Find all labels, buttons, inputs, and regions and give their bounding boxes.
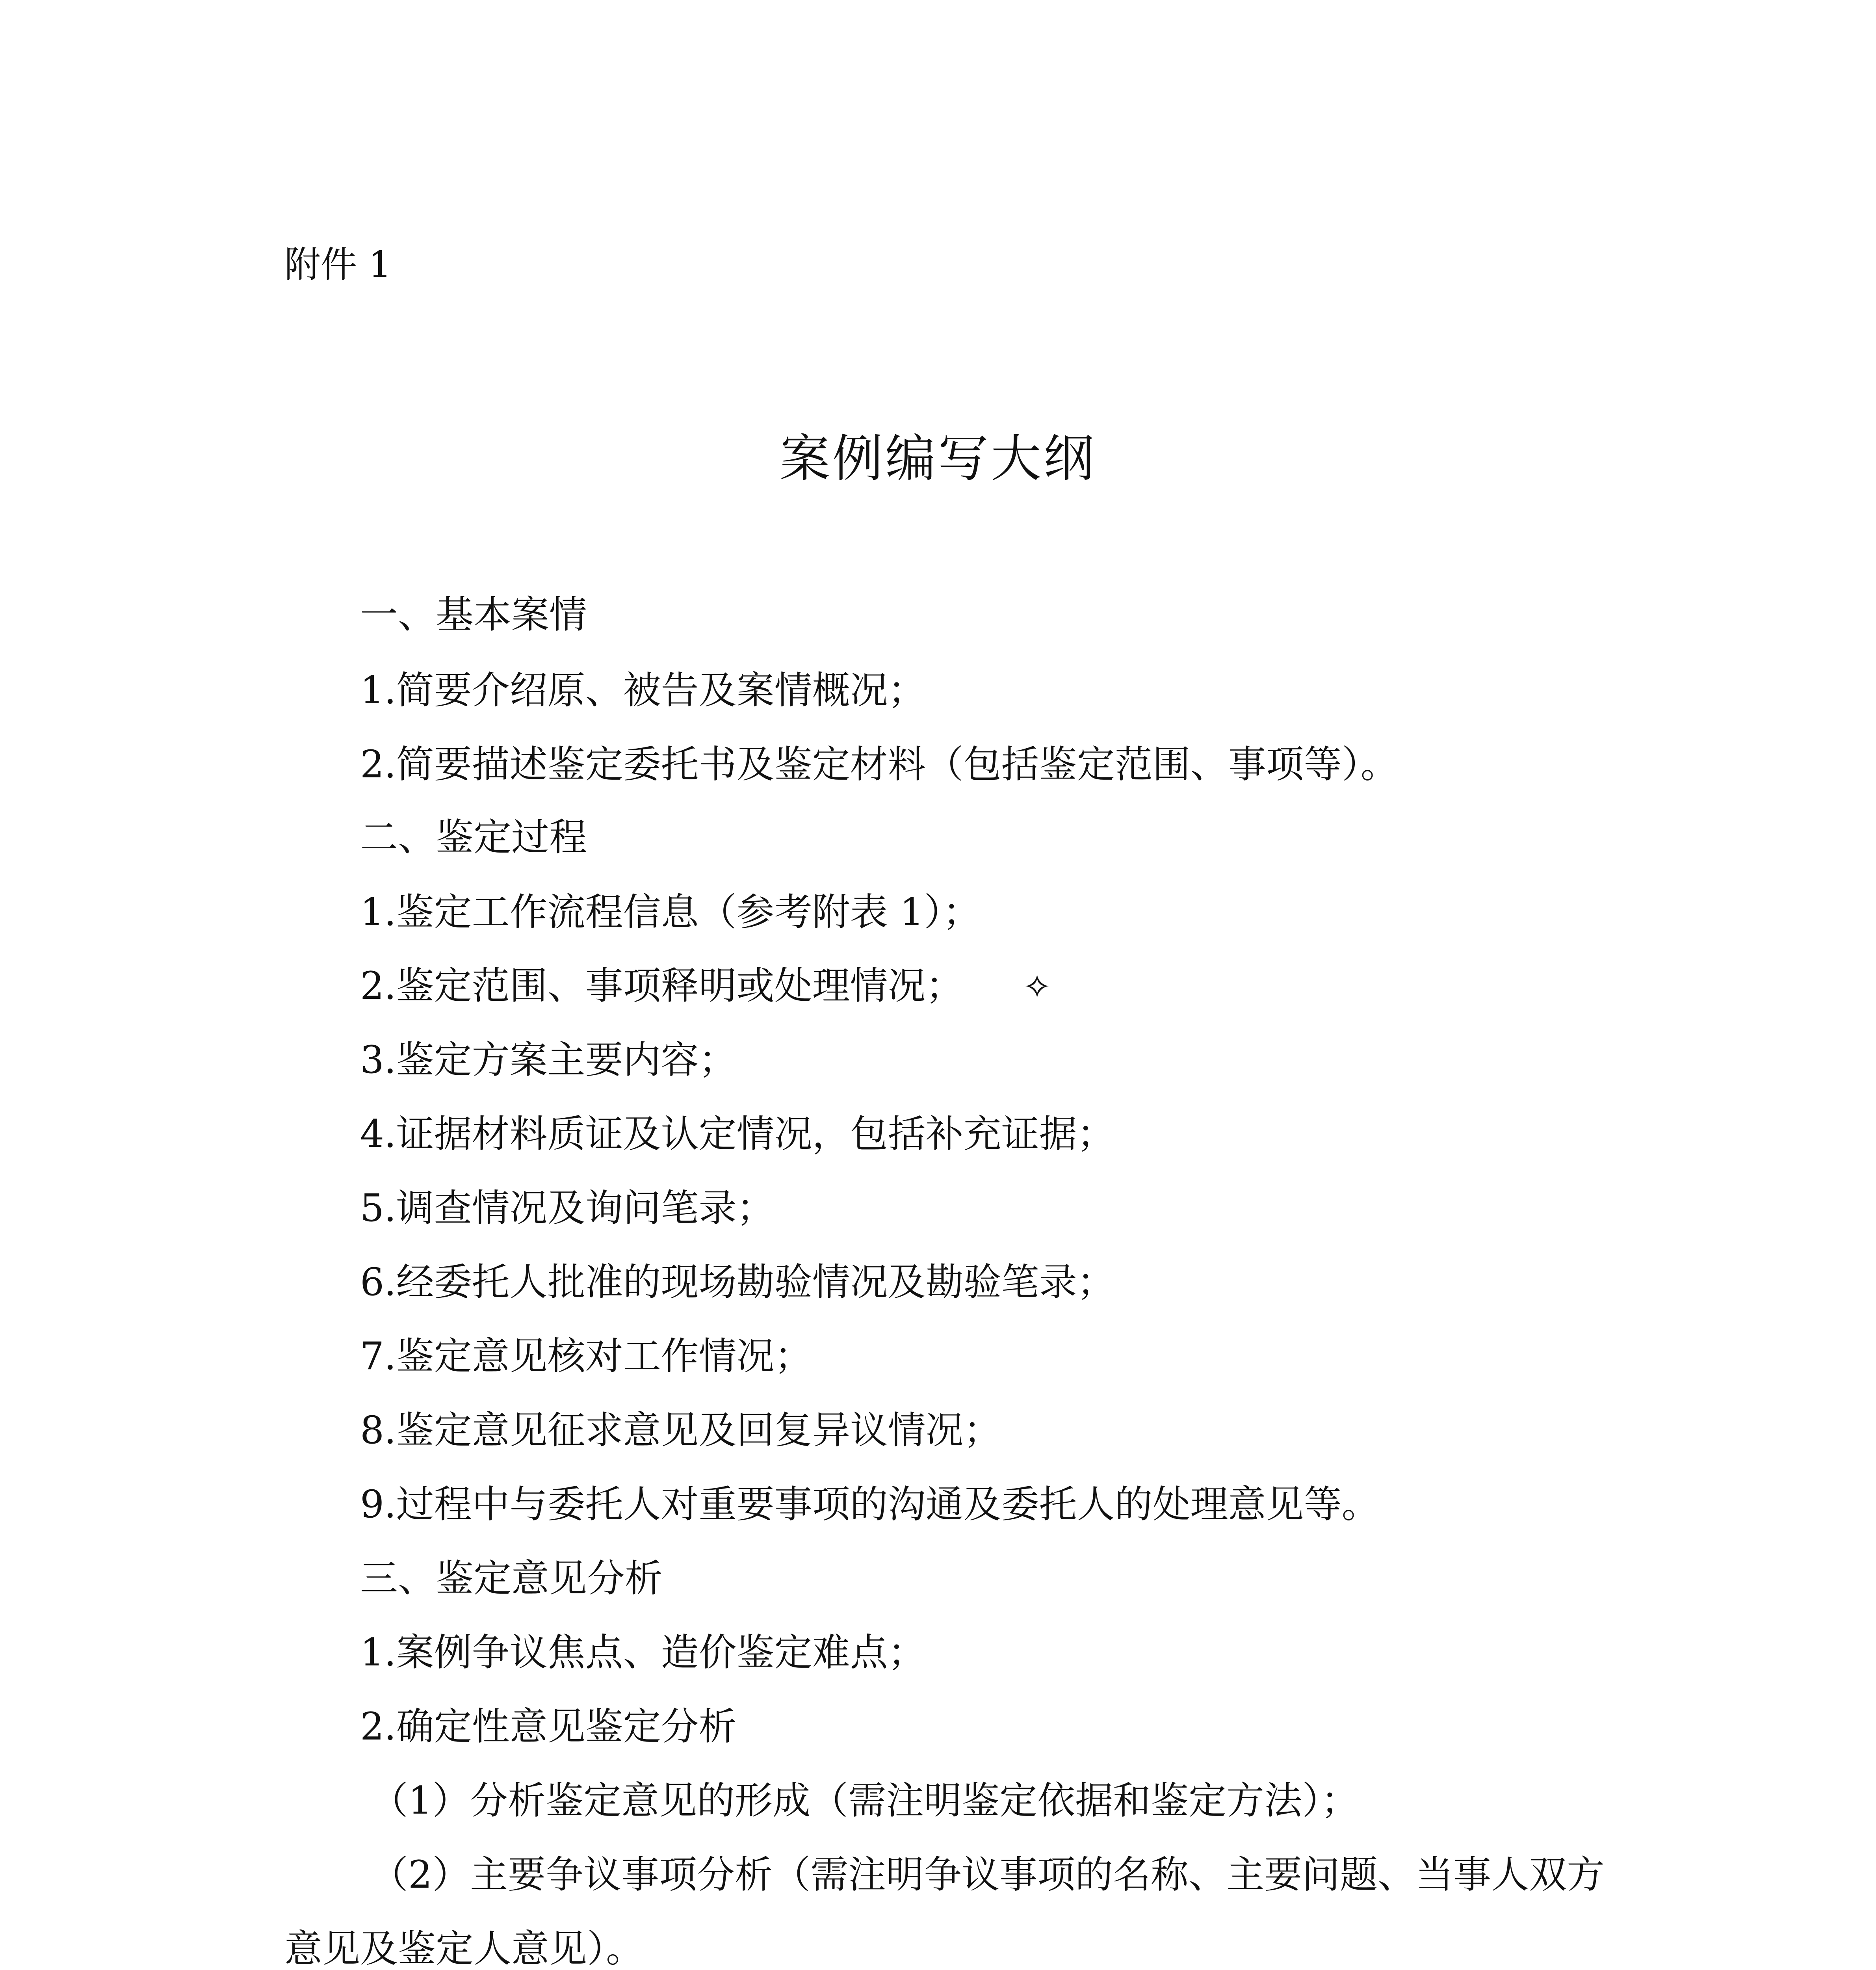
sub-item: （1）分析鉴定意见的形成（需注明鉴定依据和鉴定方法）； bbox=[370, 1779, 1359, 1823]
list-item: 2.确定性意见鉴定分析 bbox=[360, 1704, 737, 1749]
list-item: 5.调查情况及询问笔录； bbox=[360, 1186, 775, 1230]
section-heading-analysis: 三、鉴定意见分析 bbox=[360, 1556, 663, 1600]
list-item: 2.简要描述鉴定委托书及鉴定材料（包括鉴定范围、事项等）。 bbox=[360, 742, 1399, 786]
list-item-text: 2.鉴定范围、事项释明或处理情况； bbox=[360, 964, 964, 1008]
list-item: 9.过程中与委托人对重要事项的沟通及委托人的处理意见等。 bbox=[360, 1482, 1380, 1526]
sub-item: （2）主要争议事项分析（需注明争议事项的名称、主要问题、当事人双方 bbox=[370, 1853, 1605, 1897]
section-heading-basic-case: 一、基本案情 bbox=[360, 593, 587, 637]
list-item: 3.鉴定方案主要内容； bbox=[360, 1038, 737, 1082]
attachment-label: 附件 1 bbox=[284, 243, 392, 286]
sub-item-continuation: 意见及鉴定人意见）。 bbox=[284, 1927, 644, 1970]
list-item: 4.证据材料质证及认定情况，包括补充证据； bbox=[360, 1112, 1115, 1156]
list-item: 6.经委托人批准的现场勘验情况及勘验笔录； bbox=[360, 1260, 1115, 1304]
diamond-icon: ✧ bbox=[1022, 966, 1052, 1007]
list-item: 1.案例争议焦点、造价鉴定难点； bbox=[360, 1630, 926, 1674]
list-item: 1.鉴定工作流程信息（参考附表 1）； bbox=[360, 890, 981, 934]
list-item: 8.鉴定意见征求意见及回复异议情况； bbox=[360, 1408, 1001, 1452]
list-item: 1.简要介绍原、被告及案情概况； bbox=[360, 668, 926, 712]
list-item bbox=[360, 962, 1051, 1011]
list-item: 7.鉴定意见核对工作情况； bbox=[360, 1334, 812, 1378]
page-title: 案例编写大纲 bbox=[779, 429, 1096, 488]
section-heading-process: 二、鉴定过程 bbox=[360, 815, 587, 859]
